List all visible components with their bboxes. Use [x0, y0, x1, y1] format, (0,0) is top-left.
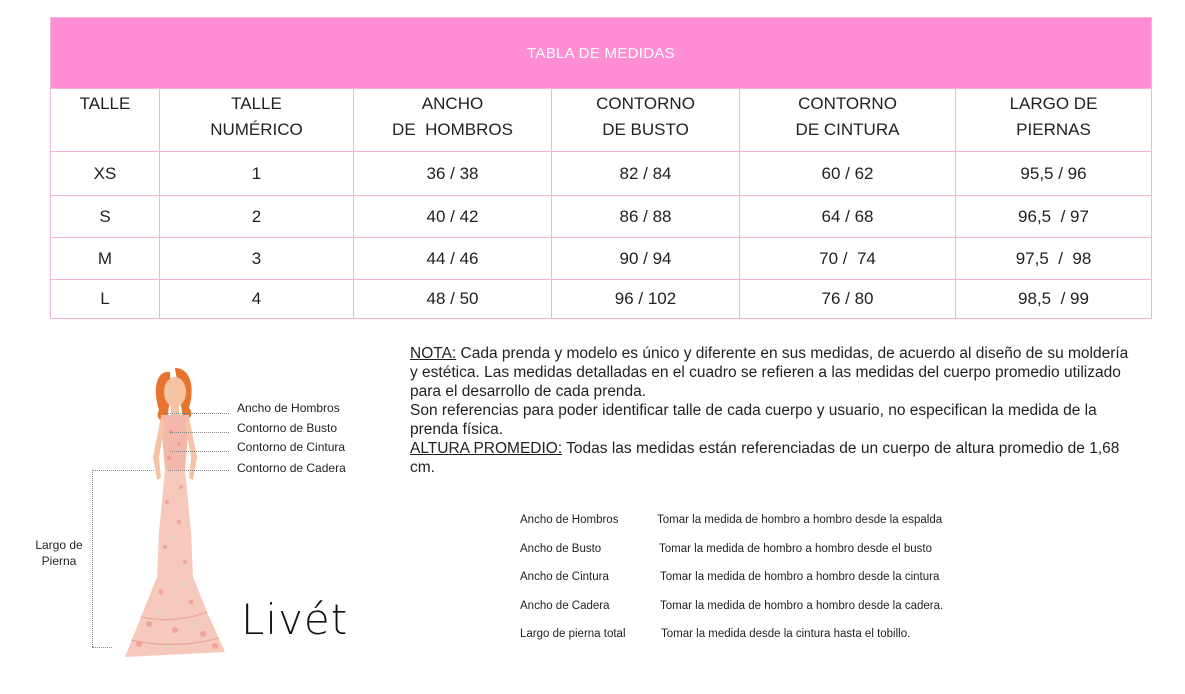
cell-piernas: 97,5 / 98 [956, 238, 1152, 280]
label-contorno-busto: Contorno de Busto [237, 421, 338, 435]
table-row [51, 280, 1152, 319]
table-row [51, 238, 1152, 280]
header-contorno-cintura [740, 89, 956, 152]
dress-illustration [95, 362, 255, 662]
altura-text: Todas las medidas están referenciadas de un cuerpo de altura promedio de 1,68 cm. [410, 440, 1120, 476]
header-line2: DE HOMBROS [392, 120, 513, 139]
cell-numerico: 2 [160, 196, 354, 238]
definition-desc: Tomar la medida de hombro a hombro desde la cadera. [660, 599, 944, 612]
cell-numerico: 3 [160, 238, 354, 280]
cell-hombros: 36 / 38 [354, 152, 552, 196]
note-paragraph [410, 344, 1140, 401]
cell-hombros: 44 / 46 [354, 238, 552, 280]
reference-paragraph: Son referencias para poder identificar talle de cada cuerpo y usuario, no especifican la medida de la prenda física. [410, 402, 1097, 438]
definition-term: Largo de pierna total [520, 628, 626, 641]
leg-bracket-bottom [92, 647, 112, 648]
header-line2: NUMÉRICO [210, 120, 303, 139]
hombros-leader [165, 413, 229, 414]
header-talle-numerico [160, 89, 354, 152]
header-line2: DE CINTURA [795, 120, 900, 139]
nota-label: NOTA: [410, 345, 457, 362]
cell-busto: 96 / 102 [552, 280, 740, 319]
cell-cintura: 70 / 74 [740, 238, 956, 280]
label-ancho-hombros: Ancho de Hombros [237, 401, 340, 415]
header-ancho-hombros [354, 89, 552, 152]
header-line1: LARGO DE [1009, 94, 1098, 113]
cell-busto: 90 / 94 [552, 238, 740, 280]
cell-cintura: 76 / 80 [740, 280, 956, 319]
cell-talle: M [51, 238, 160, 280]
cadera-leader [168, 470, 229, 471]
definition-desc: Tomar la medida de hombro a hombro desde el busto [659, 542, 932, 555]
header-largo-piernas [956, 89, 1152, 152]
note-block [410, 344, 1140, 477]
busto-leader [170, 432, 229, 433]
definition-desc: Tomar la medida desde la cintura hasta el tobillo. [661, 628, 911, 641]
definition-term: Ancho de Hombros [520, 514, 619, 526]
header-line2: DE BUSTO [602, 120, 689, 139]
definition-term: Ancho de Busto [520, 542, 602, 555]
altura-label: ALTURA PROMEDIO: [410, 440, 563, 457]
cell-cintura: 64 / 68 [740, 196, 956, 238]
nota-text: Cada prenda y modelo es único y diferente en sus medidas, de acuerdo al diseño de su moldería y estética. Las medidas detalladas en el cuadro se refieren a las medidas del cuerpo promedio utilizado para el desarrollo de cada prenda. [410, 345, 1129, 400]
label-contorno-cadera: Contorno de Cadera [237, 461, 346, 475]
cell-piernas: 95,5 / 96 [956, 152, 1152, 196]
table-row [51, 196, 1152, 238]
cell-busto: 86 / 88 [552, 196, 740, 238]
table-title: TABLA DE MEDIDAS [51, 18, 1152, 89]
table-header-row [51, 89, 1152, 152]
cell-talle: XS [51, 152, 160, 196]
definition-term: Ancho de Cintura [520, 571, 609, 584]
cell-numerico: 4 [160, 280, 354, 319]
cell-hombros: 40 / 42 [354, 196, 552, 238]
leg-label-line2: Pierna [41, 554, 77, 568]
cell-piernas: 96,5 / 97 [956, 196, 1152, 238]
header-contorno-busto [552, 89, 740, 152]
table-row [51, 152, 1152, 196]
header-line1: ANCHO [421, 94, 484, 113]
cell-hombros: 48 / 50 [354, 280, 552, 319]
cell-talle: L [51, 280, 160, 319]
definition-desc: Tomar la medida de hombro a hombro desde la cintura [660, 571, 940, 584]
leg-bracket-top [92, 470, 154, 471]
label-largo-pierna [30, 537, 88, 569]
header-line1: CONTORNO [596, 94, 695, 113]
cell-numerico: 1 [160, 152, 354, 196]
header-talle [51, 89, 160, 152]
header-talle-line1: TALLE [79, 94, 131, 113]
header-line1: TALLE [231, 94, 282, 113]
cintura-leader [170, 451, 229, 452]
cell-cintura: 60 / 62 [740, 152, 956, 196]
label-contorno-cintura: Contorno de Cintura [237, 440, 346, 454]
header-line2: PIERNAS [1016, 120, 1091, 139]
altura-paragraph [410, 439, 1140, 477]
brand-logo: Livét [241, 595, 349, 644]
definition-term: Ancho de Cadera [520, 599, 610, 612]
definition-desc: Tomar la medida de hombro a hombro desde la espalda [657, 514, 943, 526]
size-table [50, 17, 1152, 319]
leg-bracket [92, 470, 93, 647]
cell-talle: S [51, 196, 160, 238]
header-line1: CONTORNO [798, 94, 897, 113]
cell-busto: 82 / 84 [552, 152, 740, 196]
cell-piernas: 98,5 / 99 [956, 280, 1152, 319]
leg-label-line1: Largo de [35, 538, 83, 552]
